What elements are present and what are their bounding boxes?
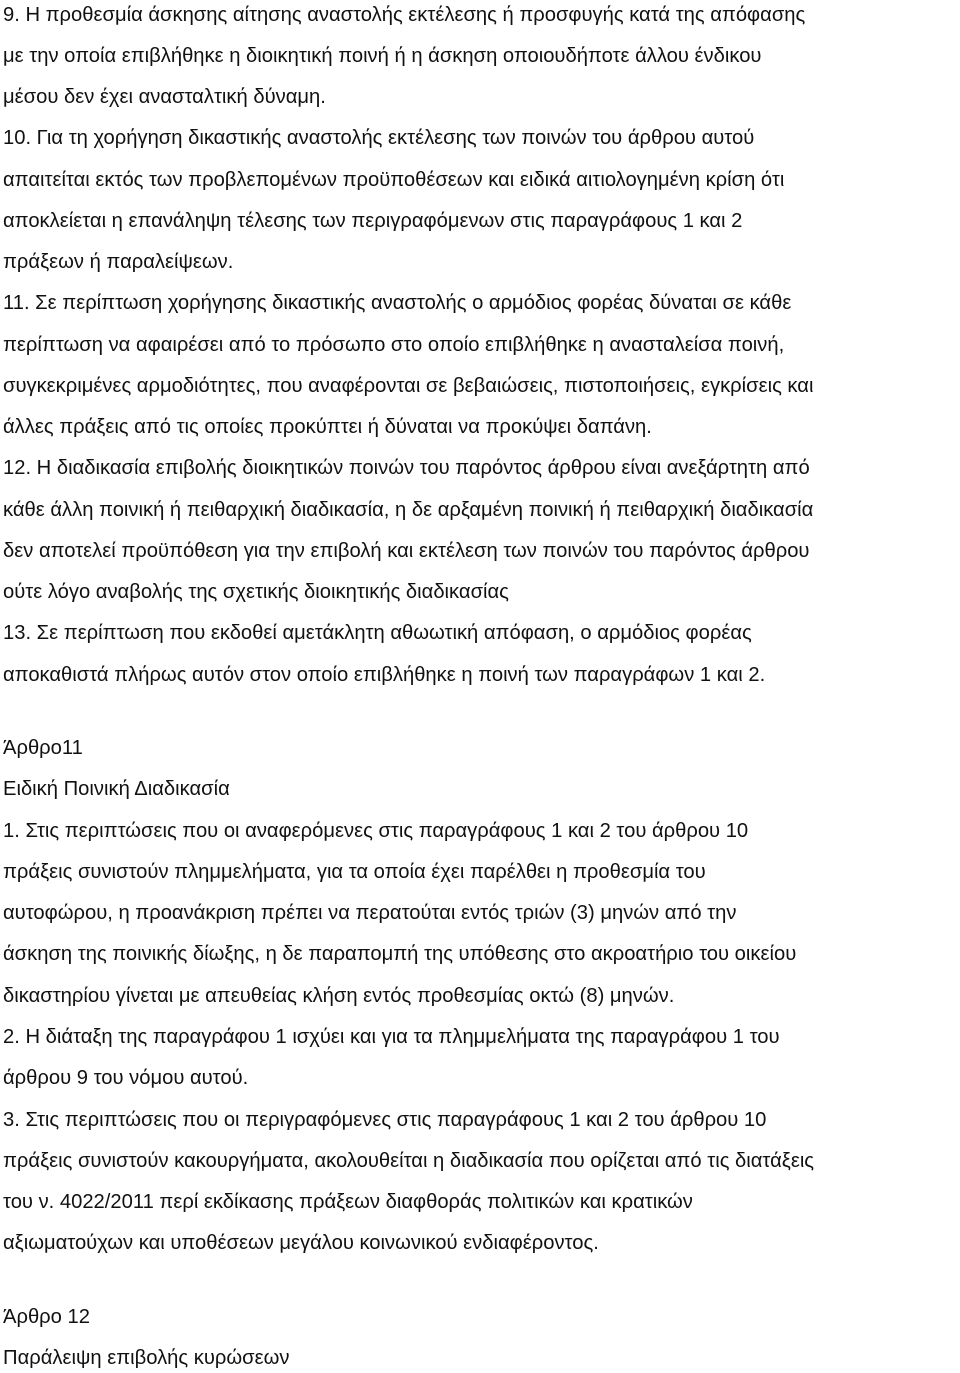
text-line: άσκηση της ποινικής δίωξης, η δε παραπομπή της υπόθεσης στο ακροατήριο του οικείου	[3, 943, 797, 965]
text-line: του ν. 4022/2011 περί εκδίκασης πράξεων διαφθοράς πολιτικών και κρατικών	[3, 1191, 693, 1213]
article-heading: Άρθρο 12	[3, 1306, 90, 1328]
text-line: μέσου δεν έχει ανασταλτική δύναμη.	[3, 86, 326, 108]
text-line: συγκεκριμένες αρμοδιότητες, που αναφέρονται σε βεβαιώσεις, πιστοποιήσεις, εγκρίσεις και	[3, 375, 814, 397]
text-line: αποκλείεται η επανάληψη τέλεσης των περιγραφόμενων στις παραγράφους 1 και 2	[3, 210, 743, 232]
text-line: πράξεις συνιστούν πλημμελήματα, για τα οποία έχει παρέλθει η προθεσμία του	[3, 861, 706, 883]
text-line: με την οποία επιβλήθηκε η διοικητική ποινή ή η άσκηση οποιουδήποτε άλλου ένδικου	[3, 45, 762, 67]
text-line: περίπτωση να αφαιρέσει από το πρόσωπο στο οποίο επιβλήθηκε η ανασταλείσα ποινή,	[3, 334, 785, 356]
article-title: Ειδική Ποινική Διαδικασία	[3, 778, 230, 800]
text-line: άλλες πράξεις από τις οποίες προκύπτει ή δύναται να προκύψει δαπάνη.	[3, 416, 652, 438]
text-line: 12. Η διαδικασία επιβολής διοικητικών ποινών του παρόντος άρθρου είναι ανεξάρτητη από	[3, 457, 810, 479]
article-heading: Άρθρο11	[3, 737, 83, 759]
text-line: 1. Στις περιπτώσεις που οι αναφερόμενες στις παραγράφους 1 και 2 του άρθρου 10	[3, 820, 749, 842]
text-line: κάθε άλλη ποινική ή πειθαρχική διαδικασία, η δε αρξαμένη ποινική ή πειθαρχική διαδικασία	[3, 499, 814, 521]
text-line: δεν αποτελεί προϋπόθεση για την επιβολή και εκτέλεση των ποινών του παρόντος άρθρου	[3, 540, 810, 562]
text-line: 11. Σε περίπτωση χορήγησης δικαστικής αναστολής ο αρμόδιος φορέας δύναται σε κάθε	[3, 292, 792, 314]
text-line: 9. Η προθεσμία άσκησης αίτησης αναστολής εκτέλεσης ή προσφυγής κατά της απόφασης	[3, 4, 806, 26]
text-line: 13. Σε περίπτωση που εκδοθεί αμετάκλητη αθωωτική απόφαση, ο αρμόδιος φορέας	[3, 622, 752, 644]
text-line: άρθρου 9 του νόμου αυτού.	[3, 1067, 249, 1089]
text-line: 10. Για τη χορήγηση δικαστικής αναστολής εκτέλεσης των ποινών του άρθρου αυτού	[3, 127, 755, 149]
text-line: 3. Στις περιπτώσεις που οι περιγραφόμενες στις παραγράφους 1 και 2 του άρθρου 10	[3, 1109, 767, 1131]
text-line: δικαστηρίου γίνεται με απευθείας κλήση εντός προθεσμίας οκτώ (8) μηνών.	[3, 985, 675, 1007]
text-line: αυτοφώρου, η προανάκριση πρέπει να περατούται εντός τριών (3) μηνών από την	[3, 902, 737, 924]
text-line: ούτε λόγο αναβολής της σχετικής διοικητικής διαδικασίας	[3, 581, 509, 603]
text-line: πράξεις συνιστούν κακουργήματα, ακολουθείται η διαδικασία που ορίζεται από τις διατάξεις	[3, 1150, 815, 1172]
text-line: απαιτείται εκτός των προβλεπομένων προϋποθέσεων και ειδικά αιτιολογημένη κρίση ότι	[3, 169, 785, 191]
text-line: 2. Η διάταξη της παραγράφου 1 ισχύει και για τα πλημμελήματα της παραγράφου 1 του	[3, 1026, 780, 1048]
article-title: Παράλειψη επιβολής κυρώσεων	[3, 1347, 290, 1369]
text-line: αποκαθιστά πλήρως αυτόν στον οποίο επιβλήθηκε η ποινή των παραγράφων 1 και 2.	[3, 664, 766, 686]
text-line: αξιωματούχων και υποθέσεων μεγάλου κοινωνικού ενδιαφέροντος.	[3, 1232, 599, 1254]
text-line: πράξεων ή παραλείψεων.	[3, 251, 234, 273]
